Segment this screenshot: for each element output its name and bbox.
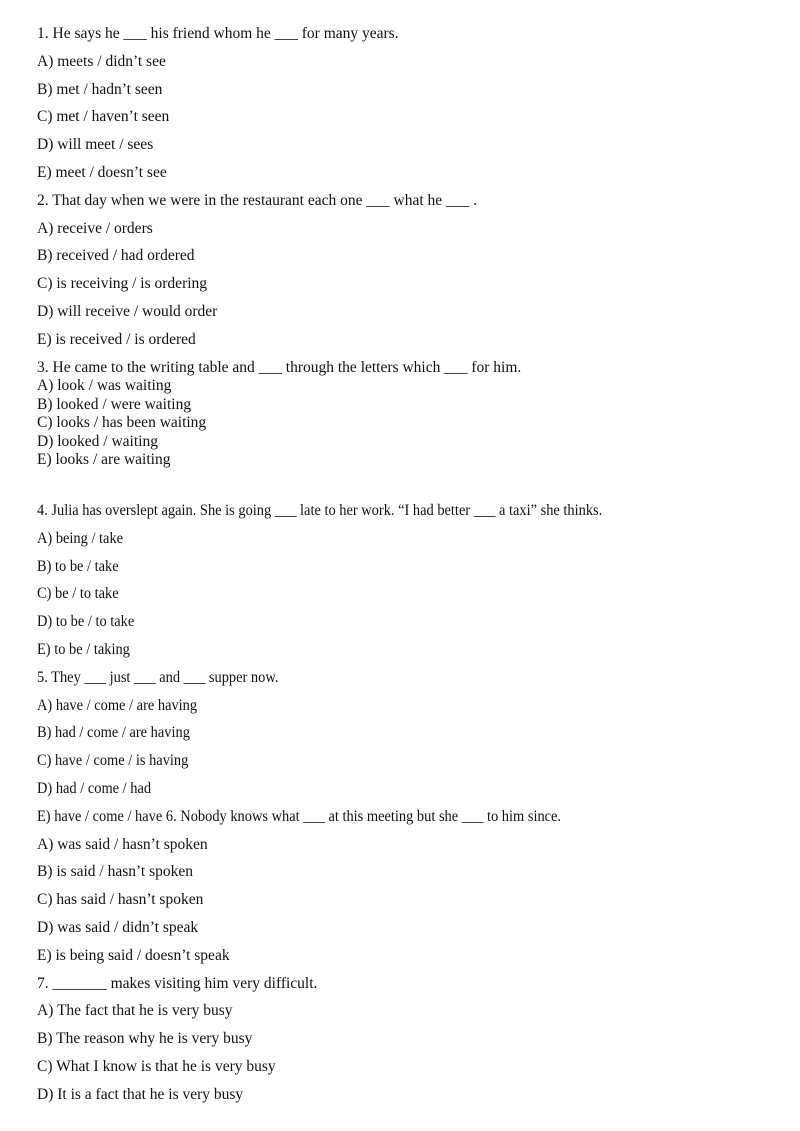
question-2-stem: 2. That day when we were in the restaurant each one ___ what he ___ . [37, 192, 478, 209]
question-6-option-c: C) has said / hasn’t spoken [37, 891, 204, 908]
question-5-option-a: A) have / come / are having [37, 697, 198, 714]
question-4-option-b: B) to be / take [37, 558, 119, 575]
question-3-option-b: B) looked / were waiting [37, 396, 192, 413]
question-1-option-b: B) met / hadn’t seen [37, 81, 163, 98]
question-2-option-e: E) is received / is ordered [37, 331, 196, 348]
question-4-option-a: A) being / take [37, 530, 124, 547]
question-6-option-d: D) was said / didn’t speak [37, 919, 199, 936]
question-5-stem: 5. They ___ just ___ and ___ supper now. [37, 669, 279, 686]
question-4-option-e: E) to be / taking [37, 641, 130, 658]
question-1-stem: 1. He says he ___ his friend whom he ___ for many years. [37, 25, 399, 42]
question-7-option-a: A) The fact that he is very busy [37, 1002, 233, 1019]
question-1-option-d: D) will meet / sees [37, 136, 154, 153]
question-3-option-e: E) looks / are waiting [37, 451, 171, 468]
question-7-option-c: C) What I know is that he is very busy [37, 1058, 276, 1075]
question-5-option-e-and-question-6-stem: E) have / come / have 6. Nobody knows what ___ at this meeting but she ___ to him since. [37, 808, 562, 825]
question-3-option-d: D) looked / waiting [37, 433, 158, 450]
question-5-option-c: C) have / come / is having [37, 752, 189, 769]
question-7-option-d: D) It is a fact that he is very busy [37, 1086, 244, 1103]
question-6-option-e: E) is being said / doesn’t speak [37, 947, 230, 964]
question-2-option-a: A) receive / orders [37, 220, 153, 237]
question-2-option-c: C) is receiving / is ordering [37, 275, 208, 292]
question-5-option-d: D) had / come / had [37, 780, 152, 797]
question-5-option-b: B) had / come / are having [37, 724, 190, 741]
question-3-option-c: C) looks / has been waiting [37, 414, 207, 431]
question-4-option-d: D) to be / to take [37, 613, 135, 630]
question-7-stem: 7. _______ makes visiting him very difficult. [37, 975, 318, 992]
question-4-option-c: C) be / to take [37, 585, 119, 602]
question-2-option-b: B) received / had ordered [37, 247, 195, 264]
question-1-option-e: E) meet / doesn’t see [37, 164, 167, 181]
question-3-option-a: A) look / was waiting [37, 377, 172, 394]
question-6-option-a: A) was said / hasn’t spoken [37, 836, 208, 853]
question-2-option-d: D) will receive / would order [37, 303, 218, 320]
question-4-stem: 4. Julia has overslept again. She is going ___ late to her work. “I had better ___ a taxi” she thinks. [37, 502, 603, 519]
question-7-option-b: B) The reason why he is very busy [37, 1030, 253, 1047]
question-6-option-b: B) is said / hasn’t spoken [37, 863, 193, 880]
question-1-option-c: C) met / haven’t seen [37, 108, 170, 125]
question-3-stem: 3. He came to the writing table and ___ through the letters which ___ for him. [37, 359, 522, 376]
question-1-option-a: A) meets / didn’t see [37, 53, 166, 70]
